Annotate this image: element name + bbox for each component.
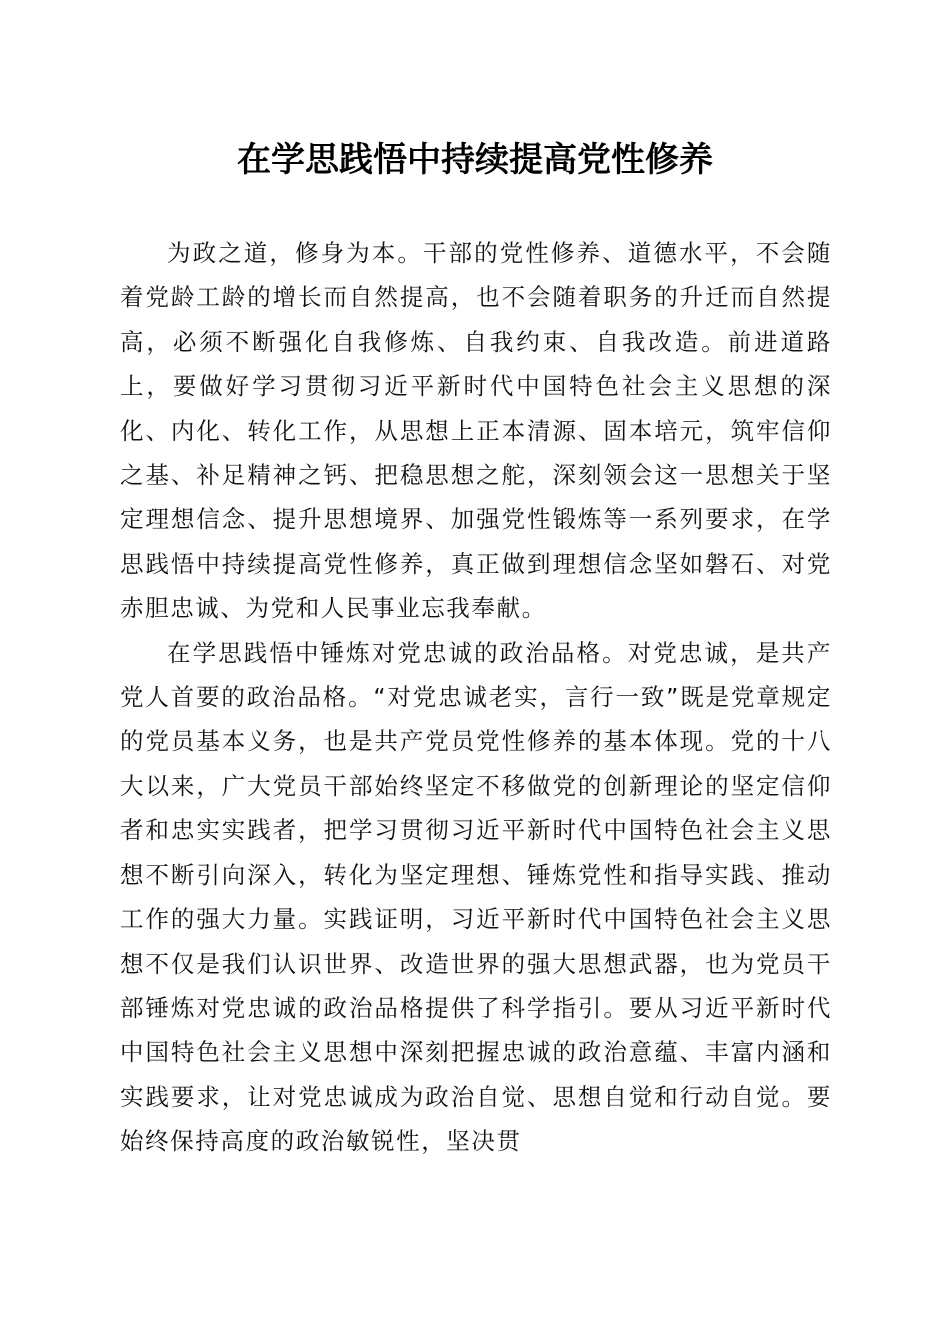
document-title: 在学思践悟中持续提高党性修养: [237, 140, 713, 180]
document-body: [120, 231, 832, 1164]
paragraph-2: 在学思践悟中锤炼对党忠诚的政治品格。对党忠诚，是共产党人首要的政治品格。“对党忠诚老实，言行一致”既是党章规定的党员基本义务，也是共产党员党性修养的基本体现。党的十八大以来，广大党员干部始终坚定不移做党的创新理论的坚定信仰者和忠实实践者，把学习贯彻习近平新时代中国特色社会主义思想不断引向深入，转化为坚定理想、锤炼党性和指导实践、推动工作的强大力量。实践证明，习近平新时代中国特色社会主义思想不仅是我们认识世界、改造世界的强大思想武器，也为党员干部锤炼对党忠诚的政治品格提供了科学指引。要从习近平新时代中国特色社会主义思想中深刻把握忠诚的政治意蕴、丰富内涵和实践要求，让对党忠诚成为政治自觉、思想自觉和行动自觉。要始终保持高度的政治敏锐性，坚决贯: [120, 638, 832, 1156]
paragraph-1: 为政之道，修身为本。干部的党性修养、道德水平，不会随着党龄工龄的增长而自然提高，也不会随着职务的升迁而自然提高，必须不断强化自我修炼、自我约束、自我改造。前进道路上，要做好学习贯彻习近平新时代中国特色社会主义思想的深化、内化、转化工作，从思想上正本清源、固本培元，筑牢信仰之基、补足精神之钙、把稳思想之舵，深刻领会这一思想关于坚定理想信念、提升思想境界、加强党性锻炼等一系列要求，在学思践悟中持续提高党性修养，真正做到理想信念坚如磐石、对党赤胆忠诚、为党和人民事业忘我奉献。: [120, 239, 832, 623]
